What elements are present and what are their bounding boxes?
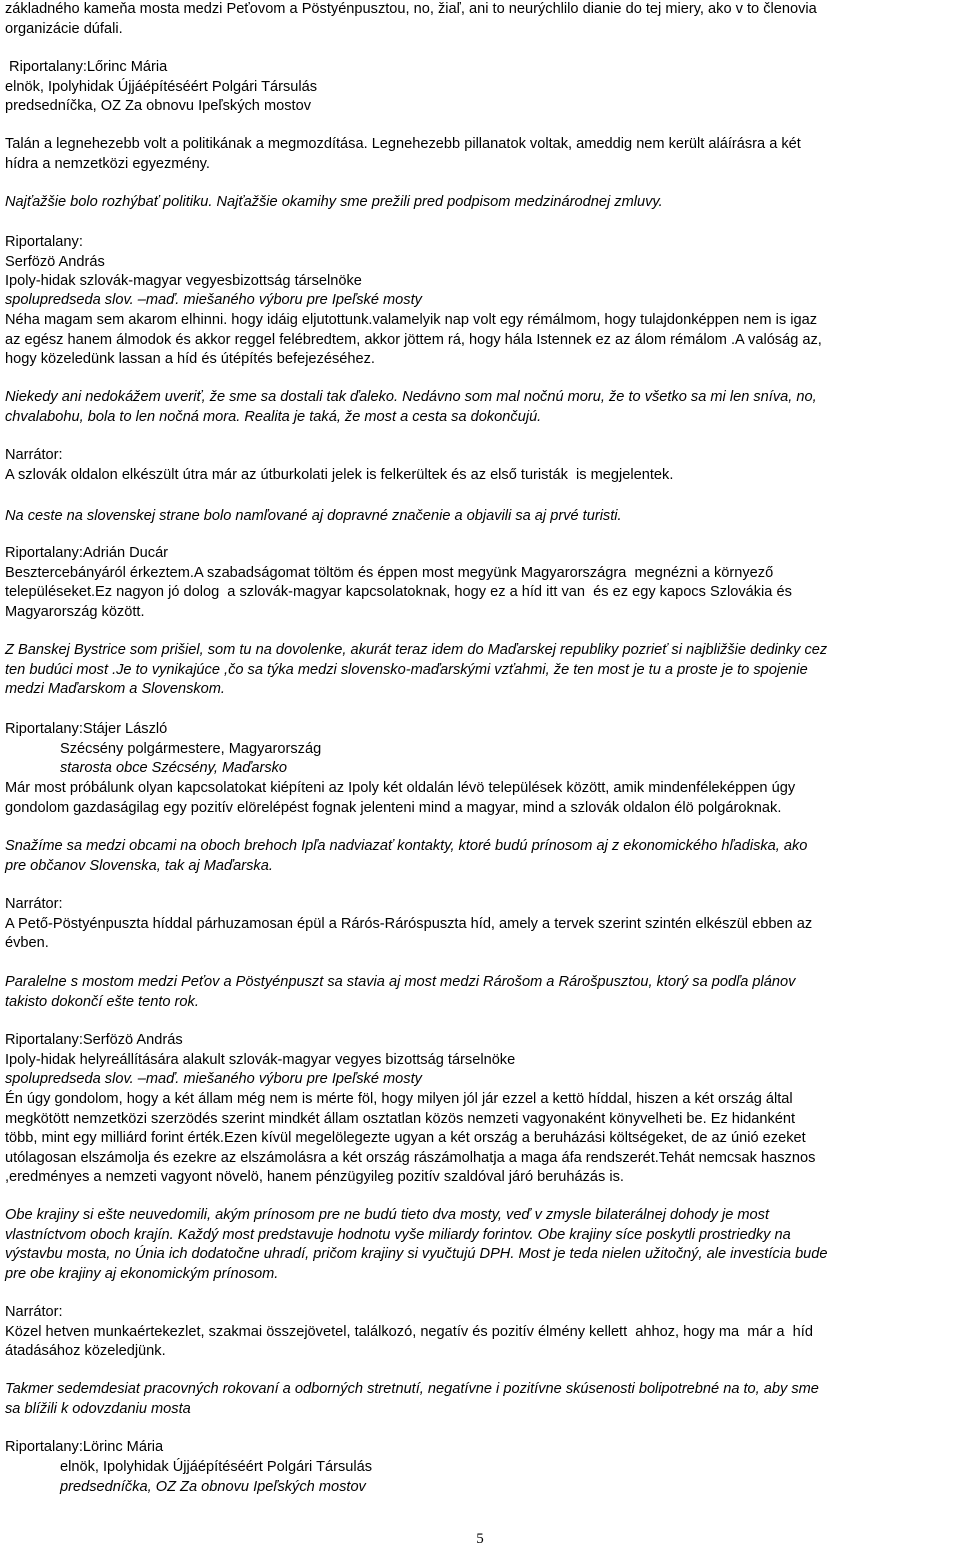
paragraph <box>5 1031 953 1070</box>
paragraph <box>5 1380 953 1419</box>
paragraph <box>5 291 953 311</box>
text-line: Narrátor: <box>5 447 63 463</box>
paragraph <box>5 58 953 117</box>
text-line: Na ceste na slovenskej strane bolo namľované aj dopravné značenie a objavili sa aj prvé turisti. <box>5 508 622 524</box>
paragraph <box>5 193 953 213</box>
paragraph <box>5 1438 953 1458</box>
text-line: hogy közeledünk lassan a híd és útépítés befejezéséhez. <box>5 351 375 367</box>
text-line: medzi Maďarskom a Slovenskom. <box>5 681 225 697</box>
paragraph <box>5 837 953 876</box>
text-line: A szlovák oldalon elkészült útra már az útburkolati jelek is felkerültek és az első turisták is megjelentek. <box>5 466 674 483</box>
text-line: Snažíme sa medzi obcami na oboch brehoch Ipľa nadviazať kontakty, ktoré budú prínosom aj z ekonomického hľadiska, ako <box>5 838 808 854</box>
text-line: Takmer sedemdesiat pracovných rokovaní a odborných stretnutí, negatívne i pozitívne skúsenosti bolipotrebné na to, aby sme <box>5 1381 819 1397</box>
text-line: pre občanov Slovenska, tak aj Maďarska. <box>5 857 273 874</box>
paragraph <box>5 544 953 622</box>
text-line: A Pető-Pöstyénpuszta híddal párhuzamosan épül a Rárós-Ráróspuszta híd, amely a tervek szerint szintén elkészül ebben az <box>5 915 813 932</box>
text-line: Riportalany:Serfözö András <box>5 1032 183 1048</box>
paragraph <box>5 446 953 485</box>
paragraph <box>5 720 953 740</box>
text-line: Riportalany:Stájer László <box>5 721 168 737</box>
text-line: predsedníčka, OZ Za obnovu Ipeľských mostov <box>5 98 312 114</box>
paragraph <box>5 0 953 39</box>
text-line: výstavbu mosta, no Únia ich dodatočne uhradí, pričom krajiny si vyučtujú DPH. Most je teda nielen užitočný, ale investícia bude <box>5 1246 828 1262</box>
text-line: Már most próbálunk olyan kapcsolatokat kiépíteni az Ipoly két oldalán lévö települések között, amik mindenféleképpen úgy <box>5 780 796 796</box>
text-line: Néha magam sem akarom elhinni. hogy idáig eljutottunk.valamelyik nap volt egy rémálmom, hogy tulajdonképpen nem is igaz <box>5 312 817 328</box>
text-line: Ipoly-hidak szlovák-magyar vegyesbizottság társelnöke <box>5 273 362 289</box>
paragraph <box>5 388 953 427</box>
paragraph <box>5 1303 953 1362</box>
text-line: Én úgy gondolom, hogy a két állam még nem is mérte föl, hogy milyen jól jár ezzel a kettö híddal, hiszen a két ország által <box>5 1091 793 1107</box>
text-line: Riportalany:Adrián Ducár <box>5 545 169 561</box>
text-line: takisto dokončí ešte tento rok. <box>5 993 199 1010</box>
text-line: Riportalany:Lőrinc Mária <box>5 59 168 75</box>
paragraph <box>5 641 953 700</box>
text-line: Magyarország között. <box>5 603 145 620</box>
paragraph <box>5 1206 953 1284</box>
text-line: elnök, Ipolyhidak Újjáépítéséért Polgári Társulás <box>60 1459 373 1475</box>
text-line: hídra a nemzetközi egyezmény. <box>5 155 210 172</box>
text-line: elnök, Ipolyhidak Újjáépítéséért Polgári Társulás <box>5 78 318 95</box>
paragraph <box>5 740 960 760</box>
text-line: Szécsény polgármestere, Magyarország <box>60 741 322 757</box>
text-line: vlastníctvom oboch krajín. Každý most predstavuje hodnotu vyše miliardy forintov. Obe krajiny síce poskytli prostriedky na <box>5 1226 791 1243</box>
text-line: ten budúci most .Je to vynikajúce ,čo sa týka medzi slovensko-maďarskými vzťahmi, že ten most je tu a proste je to spojenie <box>5 661 808 678</box>
text-line: Paralelne s mostom medzi Peťov a Pöstyénpuszt sa stavia aj most medzi Rárošom a Rárošpusztou, ktorý sa podľa plánov <box>5 974 796 990</box>
text-line: utólagosan elszámolja és ezekre az elszámolásra a két ország rászámolhatja a maga áfa rendszerét.Tehát nemcsak hasznos <box>5 1149 816 1166</box>
text-line: Talán a legnehezebb volt a politikának a megmozdítása. Legnehezebb pillanatok voltak, ameddig nem került aláírásra a két <box>5 136 801 152</box>
paragraph <box>5 1090 953 1188</box>
text-line: Najťažšie bolo rozhýbať politiku. Najťažšie okamihy sme prežili pred podpisom medzinárodnej zmluvy. <box>5 194 663 210</box>
text-line: megkötött nemzetközi szerzödés szerint mindkét állam osztatlan közös nemzeti vagyonaként könyvelheti be. Ez hidanként <box>5 1110 796 1127</box>
text-line: évben. <box>5 935 49 951</box>
text-line: Ipoly-hidak helyreállítására alakult szlovák-magyar vegyes bizottság társelnöke <box>5 1051 516 1068</box>
text-line: Serfözö András <box>5 253 105 270</box>
text-line: základného kameňa mosta medzi Peťovom a Pöstyénpusztou, no, žiaľ, ani to neurýchlilo dianie do tej miery, ako v to členovia <box>5 1 817 17</box>
text-line: településeket.Ez nagyon jó dolog a szlovák-magyar kapcsolatoknak, hogy ez a híd itt van és ez egy kapocs Szlovákia és <box>5 584 792 600</box>
text-line: Narrátor: <box>5 1304 63 1320</box>
paragraph <box>5 135 953 174</box>
text-line: gondolom gazdaságilag egy pozitív elörelépést fognak jelenteni mind a magyar, mind a szlovák oldalon élö polgároknak. <box>5 799 782 816</box>
paragraph <box>5 973 953 1012</box>
paragraph <box>5 507 953 527</box>
paragraph <box>5 311 953 370</box>
text-line: Niekedy ani nedokážem uveriť, že sme sa dostali tak ďaleko. Nedávno som mal nočnú moru, že to všetko sa mi len sníva, no, <box>5 389 817 405</box>
text-line: Riportalany:Lörinc Mária <box>5 1439 164 1455</box>
text-line: spolupredseda slov. –maď. miešaného výboru pre Ipeľské mosty <box>5 292 422 308</box>
paragraph <box>5 779 953 818</box>
text-line: Z Banskej Bystrice som prišiel, som tu na dovolenke, akurát teraz idem do Maďarskej republiky pozrieť si najbližšie dedinky cez <box>5 642 828 658</box>
text-line: spolupredseda slov. –maď. miešaného výboru pre Ipeľské mosty <box>5 1071 422 1087</box>
text-line: ,eredményes a nemzeti vagyont növelö, hanem pénzügyileg pozitív szaldóval járó beruházás is. <box>5 1169 624 1185</box>
paragraph <box>5 759 960 779</box>
page-number: 5 <box>476 1531 484 1547</box>
paragraph <box>5 1478 960 1498</box>
text-line: több, mint egy milliárd forint érték.Ezen kívül megelölegezte ugyan a két ország a beruházási költségeket, de az únió ezeket <box>5 1130 806 1146</box>
text-line: Riportalany: <box>5 234 83 250</box>
paragraph <box>5 233 953 292</box>
text-line: Narrátor: <box>5 896 63 912</box>
text-line: Besztercebányáról érkeztem.A szabadságomat töltöm és éppen most megyünk Magyarországra megnézni a környező <box>5 564 774 581</box>
text-line: organizácie dúfali. <box>5 20 123 37</box>
paragraph <box>5 895 953 954</box>
text-line: az egész hanem álmodok és akkor reggel felébredtem, akkor jöttem rá, hogy hála Istennek ez az álom rémálom .A valóság az, <box>5 331 822 348</box>
text-line: Közel hetven munkaértekezlet, szakmai összejövetel, találkozó, negatív és pozitív élmény kellett ahhoz, hogy ma már a híd <box>5 1323 813 1340</box>
text-line: chvalabohu, bola to len nočná mora. Realita je taká, že most a cesta sa dokončujú. <box>5 408 542 425</box>
paragraph <box>5 1070 953 1090</box>
text-line: starosta obce Szécsény, Maďarsko <box>60 760 288 776</box>
paragraph <box>5 1458 960 1478</box>
text-line: sa blížili k odovzdaniu mosta <box>5 1400 191 1417</box>
text-line: átadásához közeledjünk. <box>5 1343 166 1359</box>
text-line: Obe krajiny si ešte neuvedomili, akým prínosom pre ne budú tieto dva mosty, veď v zmysle bilaterálnej dohody je most <box>5 1207 770 1223</box>
text-line: pre obe krajiny aj ekonomickým prínosom. <box>5 1265 279 1282</box>
text-line: predsedníčka, OZ Za obnovu Ipeľských mostov <box>60 1479 366 1495</box>
